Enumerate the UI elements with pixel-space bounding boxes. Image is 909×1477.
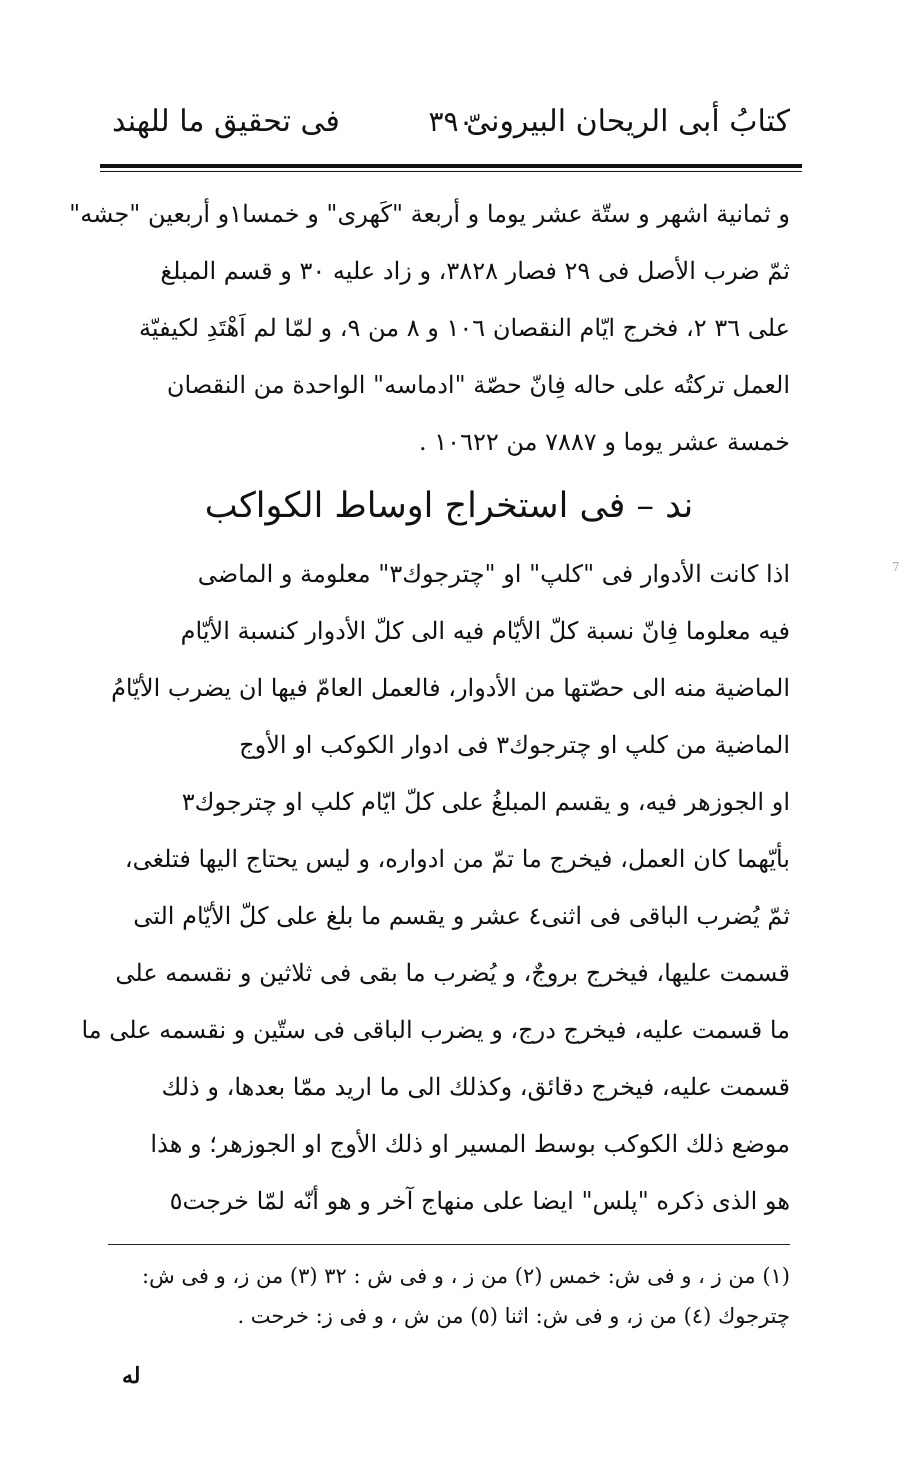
header-rule-thin bbox=[100, 171, 802, 172]
margin-mark: 7 bbox=[892, 560, 900, 574]
chapter-body bbox=[81, 546, 790, 1230]
text-line: العمل تركتُه على حاله فِانّ حصّة "ادماسه" الواحدة من النقصان bbox=[166, 371, 790, 399]
text-line: قسمت عليه، فيخرج دقائق، وكذلك الى ما اريد ممّا بعدها، و ذلك bbox=[161, 1073, 790, 1101]
book-subtitle: فى تحقيق ما للهند bbox=[112, 104, 340, 139]
header-rule-thick bbox=[100, 164, 802, 168]
text-line: هو الذى ذكره "پلس" ايضا على منهاج آخر و هو أنّه لمّا خرجت٥ bbox=[169, 1187, 790, 1215]
text-line: الماضية منه الى حصّتها من الأدوار، فالعمل العامّ فيها ان يضرب الأيّامُ bbox=[111, 674, 790, 702]
text-line: خمسة عشر يوما و ٧٨٨٧ من ١٠٦٢٢ . bbox=[419, 428, 790, 456]
text-line: بأيّهما كان العمل، فيخرج ما تمّ من ادواره، و ليس يحتاج اليها فتلغى، bbox=[124, 845, 790, 873]
text-line: و ثمانية اشهر و ستّة عشر يوما و أربعة "كَهرى" و خمسا١و أربعين "جشه" bbox=[69, 200, 790, 228]
chapter-heading: ند – فى استخراج اوساط الكواكب bbox=[204, 486, 694, 526]
page-number: ٣٩٠ bbox=[428, 105, 474, 138]
text-line: موضع ذلك الكوكب بوسط المسير او ذلك الأوج او الجوزهر؛ و هذا bbox=[150, 1130, 790, 1158]
text-line: فيه معلوما فِانّ نسبة كلّ الأيّام فيه الى كلّ الأدوار كنسبة الأيّام bbox=[180, 617, 790, 645]
paragraph-continuation bbox=[69, 186, 790, 471]
running-head bbox=[112, 92, 790, 152]
text-line: او الجوزهر فيه، و يقسم المبلغُ على كلّ ايّام كلپ او چترجوك٣ bbox=[181, 788, 790, 816]
footnote-rule bbox=[108, 1244, 790, 1245]
text-line: ثمّ يُضرب الباقى فى اثنى٤ عشر و يقسم ما بلغ على كلّ الأيّام التى bbox=[133, 902, 790, 930]
text-line: اذا كانت الأدوار فى "كلپ" او "چترجوك٣" معلومة و الماضى bbox=[197, 560, 790, 588]
footnote-line: (١) من ز ، و فى ش: خمس (٢) من ز ، و فى ش : ٣٢ (٣) من ز، و فى ش: bbox=[142, 1264, 790, 1288]
footnotes bbox=[108, 1256, 790, 1336]
text-line: الماضية من كلپ او چترجوك٣ فى ادوار الكوكب او الأوج bbox=[239, 731, 790, 759]
footnote-line: چترجوك (٤) من ز، و فى ش: اثنا (٥) من ش ، و فى ز: خرحت . bbox=[237, 1304, 790, 1328]
book-title: كتابُ أبى الريحان البيرونىّ bbox=[466, 104, 790, 139]
catchword: له bbox=[122, 1363, 141, 1389]
text-line: قسمت عليها، فيخرج بروجٌ، و يُضرب ما بقى فى ثلاثين و نقسمه على bbox=[115, 959, 790, 987]
text-line: على ٣٦ ٢، فخرج ايّام النقصان ١٠٦ و ٨ من ٩، و لمّا لم اَهْتَدِ لكيفيّة bbox=[138, 314, 790, 342]
text-line: ما قسمت عليه، فيخرج درج، و يضرب الباقى فى ستّين و نقسمه على ما bbox=[81, 1016, 790, 1044]
text-line: ثمّ ضرب الأصل فى ٢٩ فصار ٣٨٢٨، و زاد عليه ٣٠ و قسم المبلغ bbox=[160, 257, 790, 285]
